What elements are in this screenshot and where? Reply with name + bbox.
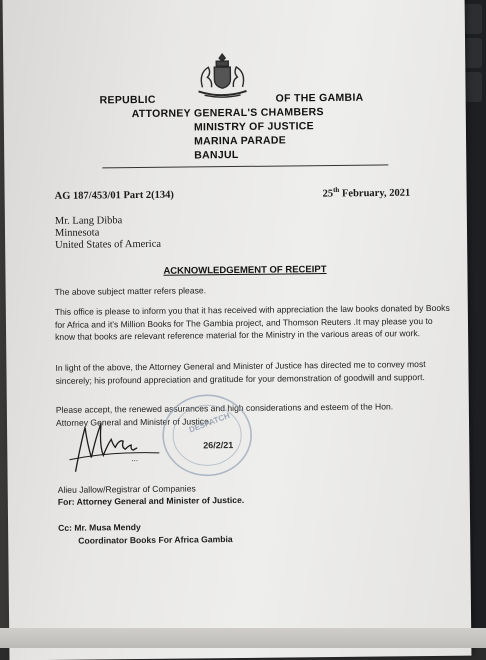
cc-role: Coordinator Books For Africa Gambia xyxy=(78,534,233,546)
letterhead-chambers: ATTORNEY GENERAL'S CHAMBERS xyxy=(131,106,324,121)
subject-heading: ACKNOWLEDGEMENT OF RECEIPT xyxy=(163,264,327,277)
signatory-for-line: For: Attorney General and Minister of Justice. xyxy=(57,494,245,507)
reference-number: AG 187/453/01 Part 2(134) xyxy=(54,189,174,202)
signature xyxy=(69,418,210,479)
letterhead-address: MARINA PARADE xyxy=(194,134,287,148)
coat-of-arms-icon xyxy=(194,51,250,100)
letterhead-gambia: OF THE GAMBIA xyxy=(275,91,364,105)
paper-bottom-shadow xyxy=(0,628,486,648)
cc-recipient: Cc: Mr. Musa Mendy xyxy=(58,522,141,533)
recipient-country: United States of America xyxy=(55,238,162,251)
paragraph-4: Please accept, the renewed assurances and high considerations and esteem of the Hon. Attorney General and Minister of Justice. xyxy=(55,401,394,428)
recipient-name: Mr. Lang Dibba xyxy=(54,215,123,227)
recipient-city: Minnesota xyxy=(54,227,100,239)
paragraph-1: The above subject matter refers please. xyxy=(54,285,207,297)
letter-page xyxy=(3,0,472,660)
paragraph-3: In light of the above, the Attorney General and Minister of Justice has directed me to convey most sincerely; his profound appreciation and gratitude for your demonstration of goodwill and support. xyxy=(55,359,426,386)
letterhead-republic: REPUBLIC xyxy=(99,93,156,107)
letterhead-ministry: MINISTRY OF JUSTICE xyxy=(193,120,315,134)
letterhead-divider xyxy=(102,164,388,168)
stamp-label: DESPATCH xyxy=(187,411,231,435)
paragraph-2: This office is please to inform you that it has received with appreciation the law books donated by Books for Africa and it's Million Books for The Gambia project, and Thomson Reuters .It may please you to know that books are relevant reference material for the Ministry in the various areas of our work. xyxy=(54,302,450,343)
letterhead-city: BANJUL xyxy=(194,148,239,162)
svg-text:...: ... xyxy=(131,454,139,464)
signatory-name: Alieu Jallow/Registrar of Companies xyxy=(57,483,196,495)
letter-date: 25th February, 2021 xyxy=(322,185,411,200)
stamp-date: 26/2/21 xyxy=(203,440,234,451)
